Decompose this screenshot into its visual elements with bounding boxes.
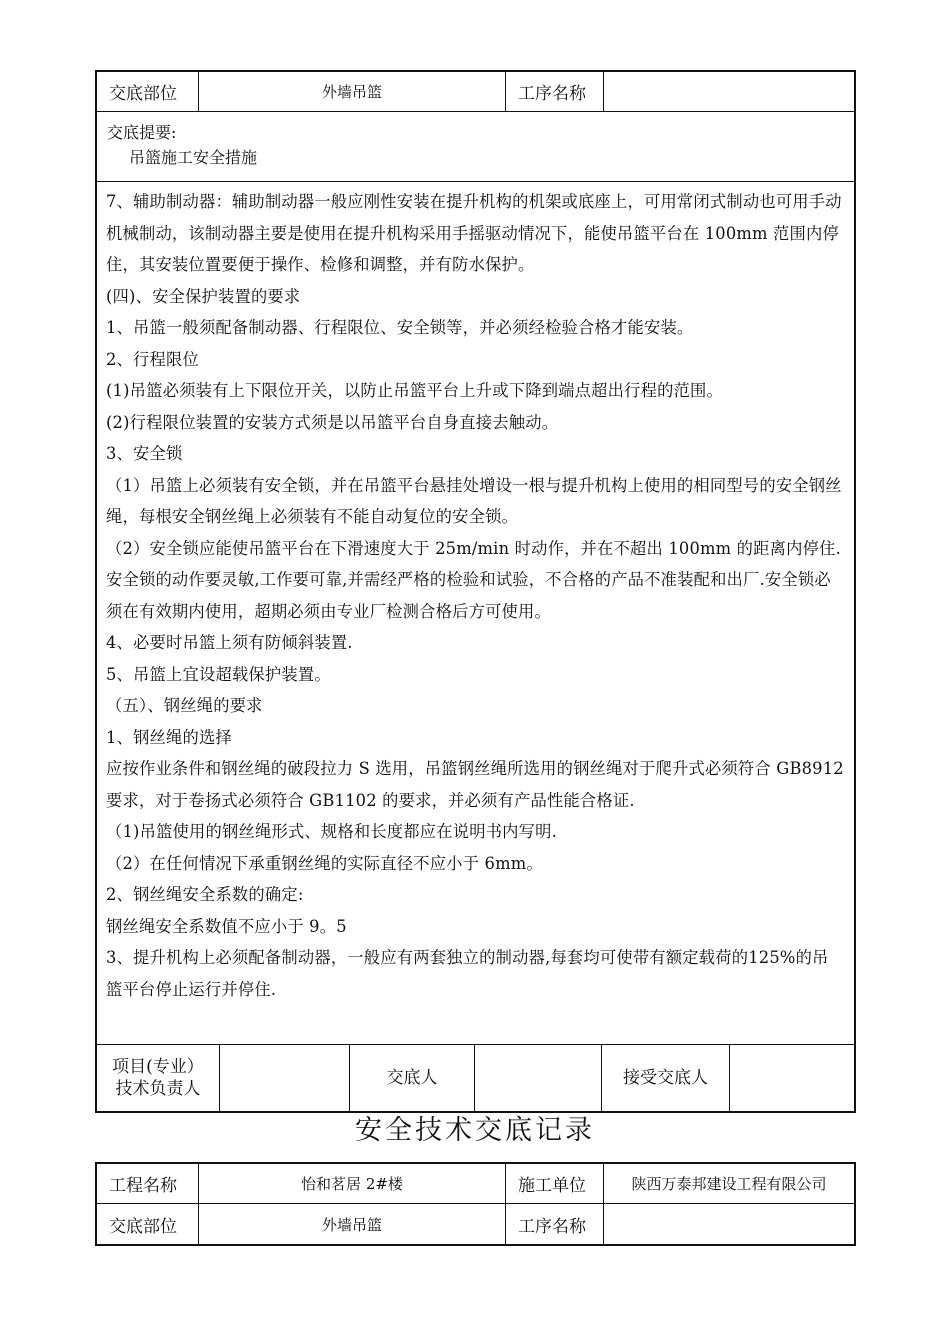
project-label: 工程名称 bbox=[97, 1164, 199, 1203]
disclosure-table bbox=[95, 70, 856, 1113]
content-paragraph: （2）安全锁应能使吊篮平台在下滑速度大于 25m/min 时动作，并在不超出 100mm 的距离内停住.安全锁的动作要灵敏,工作要可靠,并需经严格的检验和试验，不合格的产品不准装配和出厂.安全锁必须在有效期内使用，超期必须由专业厂检测合格后方可使用。 bbox=[106, 538, 841, 621]
content-paragraph: 钢丝绳安全系数值不应小于 9。5 bbox=[106, 916, 347, 936]
disclosure-content bbox=[97, 182, 854, 1045]
content-paragraph: 3、提升机构上必须配备制动器，一般应有两套独立的制动器,每套均可使带有额定载荷的125%的吊篮平台停止运行并停住. bbox=[106, 948, 829, 999]
content-paragraph: （2）在任何情况下承重钢丝绳的实际直径不应小于 6mm。 bbox=[106, 853, 543, 873]
summary-label: 交底提要: bbox=[107, 123, 177, 142]
bottom-part-value: 外墙吊篮 bbox=[199, 1204, 506, 1244]
process-label: 工序名称 bbox=[506, 72, 604, 111]
part-value: 外墙吊篮 bbox=[199, 72, 506, 111]
content-paragraph: (四)、安全保护装置的要求 bbox=[106, 286, 301, 306]
content-paragraph: 5、吊篮上宜设超载保护装置。 bbox=[106, 664, 331, 684]
bottom-process-value bbox=[604, 1204, 854, 1244]
content-paragraph: (2)行程限位装置的安装方式须是以吊篮平台自身直接去触动。 bbox=[106, 412, 559, 432]
record-title: 安全技术交底记录 bbox=[355, 1115, 595, 1146]
content-paragraph: （1)吊篮使用的钢丝绳形式、规格和长度都应在说明书内写明. bbox=[106, 822, 558, 841]
content-paragraph: 7、辅助制动器：辅助制动器一般应刚性安装在提升机构的机架或底座上，可用常闭式制动也可用手动机械制动，该制动器主要是使用在提升机构采用手摇驱动情况下，能使吊篮平台在 100mm 范围内停住，其安装位置要便于操作、检修和调整，并有防水保护。 bbox=[106, 192, 842, 274]
bottom-process-label: 工序名称 bbox=[506, 1204, 604, 1244]
content-paragraph: 4、必要时吊篮上须有防倾斜装置. bbox=[106, 633, 353, 652]
content-paragraph: (1)吊篮必须装有上下限位开关，以防止吊篮平台上升或下降到端点超出行程的范围。 bbox=[106, 381, 723, 400]
content-paragraph: 1、钢丝绳的选择 bbox=[106, 727, 232, 747]
content-paragraph: 2、行程限位 bbox=[106, 349, 199, 369]
project-value: 怡和茗居 2#楼 bbox=[199, 1164, 506, 1203]
bottom-part-label: 交底部位 bbox=[97, 1204, 199, 1244]
project-tech-lead-label: 项目(专业）技术负责人 bbox=[97, 1045, 220, 1111]
signature-row bbox=[97, 1045, 854, 1111]
summary-value: 吊篮施工安全措施 bbox=[129, 148, 258, 167]
summary-section bbox=[97, 112, 854, 182]
content-paragraph: （1）吊篮上必须装有安全锁，并在吊篮平台悬挂处增设一根与提升机构上使用的相同型号的安全钢丝绳，每根安全钢丝绳上必须装有不能自动复位的安全锁。 bbox=[106, 475, 842, 526]
receiver-label: 接受交底人 bbox=[602, 1045, 730, 1111]
content-paragraph: 2、钢丝绳安全系数的确定: bbox=[106, 885, 304, 904]
content-paragraph: （五）、钢丝绳的要求 bbox=[106, 696, 263, 715]
header-row bbox=[97, 72, 854, 112]
unit-label: 施工单位 bbox=[506, 1164, 604, 1203]
content-paragraph: 3、安全锁 bbox=[106, 444, 183, 463]
discloser-signature bbox=[475, 1045, 602, 1111]
discloser-label: 交底人 bbox=[350, 1045, 475, 1111]
unit-value: 陕西万泰邦建设工程有限公司 bbox=[631, 1175, 827, 1193]
content-paragraph: 1、吊篮一般须配备制动器、行程限位、安全锁等，并必须经检验合格才能安装。 bbox=[106, 318, 694, 337]
project-row bbox=[97, 1164, 854, 1204]
record-table bbox=[95, 1162, 856, 1246]
process-value bbox=[604, 72, 854, 111]
receiver-signature bbox=[730, 1045, 854, 1111]
part-row bbox=[97, 1204, 854, 1244]
part-label: 交底部位 bbox=[97, 72, 199, 111]
project-tech-lead-signature bbox=[220, 1045, 350, 1111]
content-paragraph: 应按作业条件和钢丝绳的破段拉力 S 选用，吊篮钢丝绳所选用的钢丝绳对于爬升式必须符合 GB8912 要求，对于卷扬式必须符合 GB1102 的要求，并必须有产品性能合格证. bbox=[106, 759, 844, 810]
